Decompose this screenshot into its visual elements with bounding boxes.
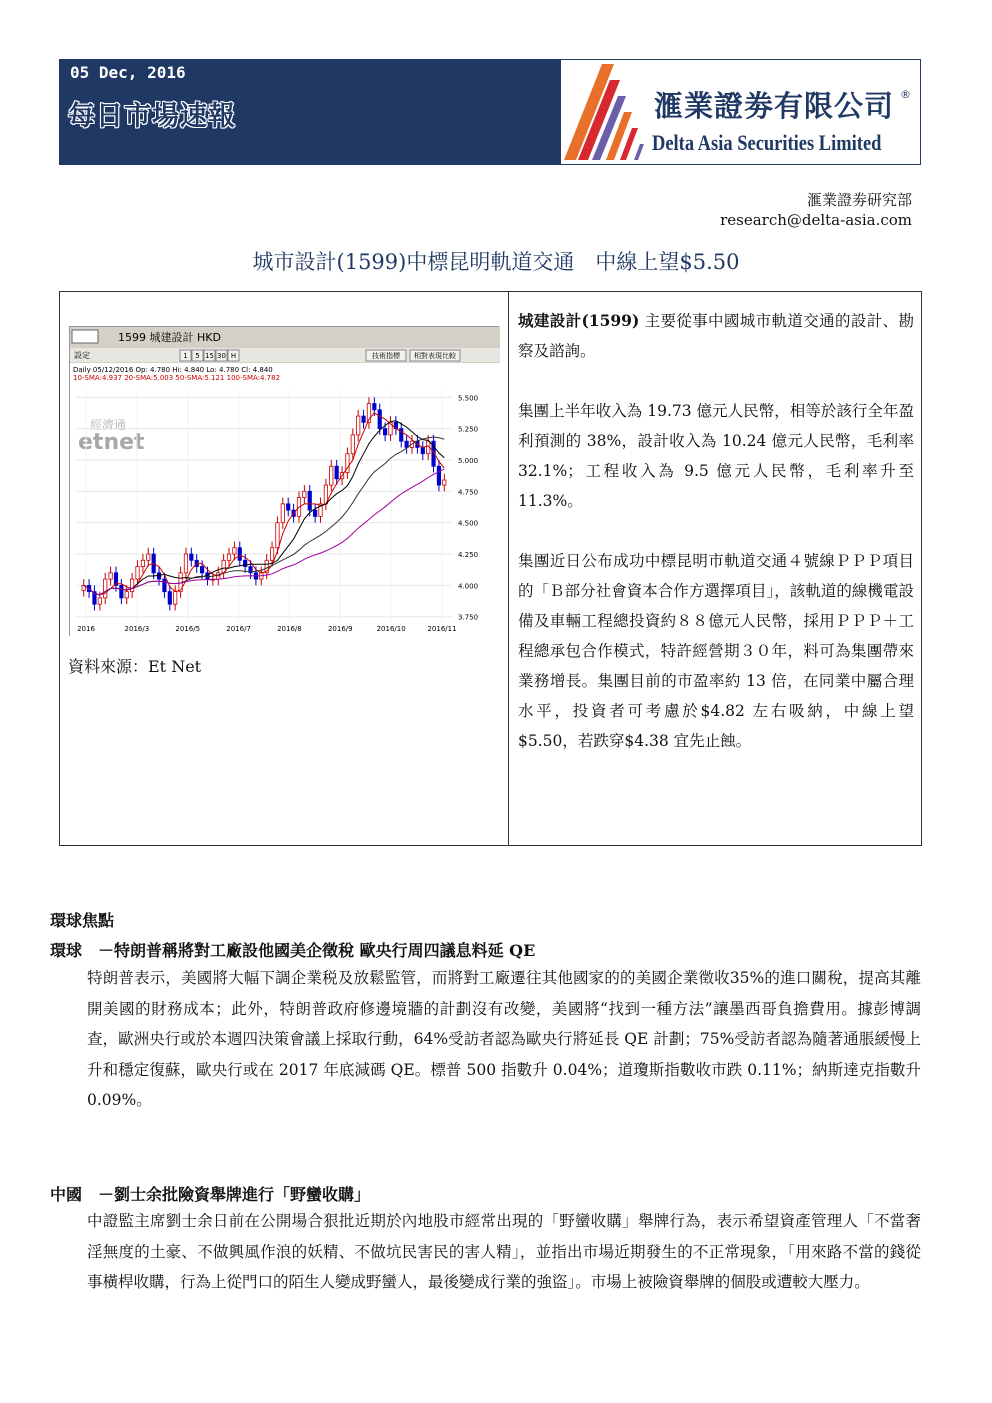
- company-description: [518, 306, 914, 786]
- candle-body: [157, 573, 160, 579]
- y-tick-label: 3.750: [458, 613, 479, 622]
- logo-mark-icon: [562, 60, 652, 164]
- interval-label: 30: [217, 352, 226, 360]
- interval-buttons: [180, 350, 239, 361]
- x-tick-label: 2016/8: [277, 625, 302, 633]
- department-name: 滙業證劵研究部: [806, 191, 912, 209]
- global-body: 特朗普表示，美國將大幅下調企業税及放鬆監管，而將對工廠遷往其他國家的的美國企業徵收35%的進口關稅，提高其離開美國的財務成本；此外，特朗普政府修邊境牆的計劃沒有改變，美國將“找到一種方法”讓墨西哥負擔費用。據彭博調查，歐洲央行或於本週四決策會議上採取行動，64%受訪者認為歐央行將延長 QE 計劃；75%受訪者認為隨著通脹緩慢上升和穩定復蘇，歐央行或在 2017 年底減碼 QE。標普 500 指數升 0.04%；道瓊斯指數收市跌 0.11%；納斯達克指數升0.09%。: [87, 969, 921, 1109]
- logo-chinese-name: 滙業證劵有限公司: [654, 89, 895, 123]
- x-tick-label: 2016/3: [124, 625, 150, 633]
- description-paragraph-3: 集團近日公布成功中標昆明市軌道交通４號線ＰＰＰ項目的「Ｂ部分社會資本合作方選擇項目」，該軌道的線機電設備及車輛工程總投資約８８億元人民幣，採用ＰＰＰ＋工程總承包合作模式，特許經營期３０年，料可為集團帶來業務增長。集團目前的市盈率約 13 倍，在同業中屬合理水平，投資者可考慮於$4.82 左右吸納，中線上望$5.50，若跌穿$4.38 宜先止蝕。: [518, 552, 914, 750]
- y-tick-label: 5.250: [458, 425, 479, 434]
- y-tick-label: 5.500: [458, 394, 479, 403]
- candle-body: [281, 504, 284, 523]
- x-tick-label: 2016: [77, 625, 95, 633]
- candle-body: [233, 548, 236, 554]
- description-paragraph-1: [518, 306, 914, 366]
- x-tick-label: 2016/11: [427, 625, 457, 633]
- candle-body: [141, 560, 144, 566]
- interval-label: 5: [195, 352, 200, 360]
- candle-body: [373, 404, 376, 410]
- candle-body: [335, 466, 338, 479]
- chart-source: 資料來源：Et Net: [68, 657, 202, 676]
- candle-body: [362, 416, 365, 422]
- interval-label: H: [230, 352, 237, 360]
- report-date: 05 Dec, 2016: [70, 63, 186, 82]
- candle-body: [104, 579, 107, 598]
- research-department: [720, 190, 912, 230]
- global-subheading: 環球 －特朗普稱將對工廠設他國美企徵稅 歐央行周四議息料延 QE: [50, 941, 536, 960]
- indicator-button-label: 技術指標: [372, 352, 400, 360]
- y-tick-label: 4.250: [458, 551, 479, 560]
- chart-menu-settings[interactable]: 設定: [74, 351, 90, 360]
- candle-body: [163, 579, 166, 592]
- candle-body: [109, 573, 112, 579]
- box-divider: [508, 292, 509, 845]
- candle-body: [303, 491, 306, 497]
- x-tick-label: 2016/10: [376, 625, 406, 633]
- candle-body: [383, 429, 386, 435]
- candle-body: [147, 554, 150, 560]
- y-tick-label: 4.000: [458, 582, 479, 591]
- candle-body: [98, 598, 101, 604]
- candle-body: [351, 435, 354, 454]
- candle-body: [378, 410, 381, 429]
- interval-label: 15: [205, 352, 214, 360]
- chart-stock-name: 1599 城建設計 HKD: [118, 331, 221, 344]
- department-email[interactable]: research@delta-asia.com: [720, 211, 912, 229]
- candle-body: [276, 523, 279, 548]
- candle-body: [174, 592, 177, 605]
- candle-body: [357, 416, 360, 435]
- candle-body: [190, 554, 193, 560]
- x-tick-label: 2016/7: [226, 625, 251, 633]
- candle-body: [168, 592, 171, 605]
- candle-body: [227, 554, 230, 560]
- chart-ma-line: 10-SMA:4.937 20-SMA:5.003 50-SMA:5.121 100-SMA:4.782: [73, 374, 281, 382]
- stock-chart-widget: [69, 326, 499, 636]
- candle-body: [270, 548, 273, 561]
- candle-body: [437, 466, 440, 485]
- stock-feature-box: [59, 291, 922, 846]
- candle-body: [287, 504, 290, 510]
- candle-body: [405, 441, 408, 447]
- watermark-etnet: etnet: [78, 430, 145, 455]
- report-title: 每日市場速報: [68, 101, 236, 132]
- company-logo: [562, 60, 920, 164]
- headline: 城市設計(1599)中標昆明軌道交通 中線上望$5.50: [252, 250, 740, 274]
- china-subheading: 中國 －劉士余批險資舉牌進行「野蠻收購」: [50, 1185, 371, 1204]
- y-tick-label: 4.500: [458, 519, 479, 528]
- company-business: 主要從事中國城市軌道交通的設計、勘察及諮詢。: [518, 312, 914, 360]
- candle-body: [200, 567, 203, 573]
- company-name: 城建設計(1599): [518, 311, 640, 330]
- candle-body: [120, 585, 123, 598]
- candle-body: [313, 510, 316, 516]
- china-body: 中證監主席劉士余日前在公開場合狠批近期於內地股市經常出現的「野蠻收購」舉牌行為，表示希望資產管理人「不當奢淫無度的土豪、不做興風作浪的妖精、不做坑民害民的害人精」，並指出市場近期發生的不正常現象，「用來路不當的錢從事橫桿收購，行為上從門口的陌生人變成野蠻人，最後變成行業的強盜」。市場上被險資舉牌的個股或遭較大壓力。: [87, 1212, 921, 1291]
- candle-body: [421, 447, 424, 453]
- candle-body: [308, 491, 311, 510]
- candle-body: [130, 579, 133, 592]
- y-tick-label: 4.750: [458, 488, 479, 497]
- interval-label: 1: [183, 352, 188, 360]
- watermark-cn: 經濟通: [90, 418, 127, 432]
- candle-body: [443, 480, 446, 485]
- y-tick-label: 5.000: [458, 456, 479, 465]
- banner-title-panel: [60, 60, 561, 164]
- candle-body: [125, 592, 128, 598]
- stock-chart-svg: [70, 327, 500, 637]
- candle-body: [330, 466, 333, 485]
- registered-mark: ®: [900, 88, 911, 101]
- x-tick-label: 2016/5: [175, 625, 201, 633]
- candle-body: [238, 548, 241, 561]
- x-tick-label: 2016/9: [327, 625, 353, 633]
- candle-body: [136, 567, 139, 580]
- global-focus-heading: 環球焦點: [50, 911, 115, 930]
- report-banner: [59, 59, 921, 165]
- logo-english-name: Delta Asia Securities Limited: [652, 130, 882, 155]
- description-paragraph-2: 集團上半年收入為 19.73 億元人民幣，相等於該行全年盈利預測的 38%，設計收入為 10.24 億元人民幣，毛利率 32.1%；工程收入為 9.5 億元人民幣，毛利率升至 11.3%。: [518, 402, 914, 510]
- compare-button-label: 相對表現比較: [414, 352, 456, 360]
- candle-body: [184, 554, 187, 573]
- chart-info-line: Daily 05/12/2016 Op: 4.780 Hi: 4.840 Lo: 4.780 Cl: 4.840: [73, 366, 273, 374]
- stock-code-input[interactable]: [72, 330, 98, 343]
- chart-plot-area: [70, 363, 500, 637]
